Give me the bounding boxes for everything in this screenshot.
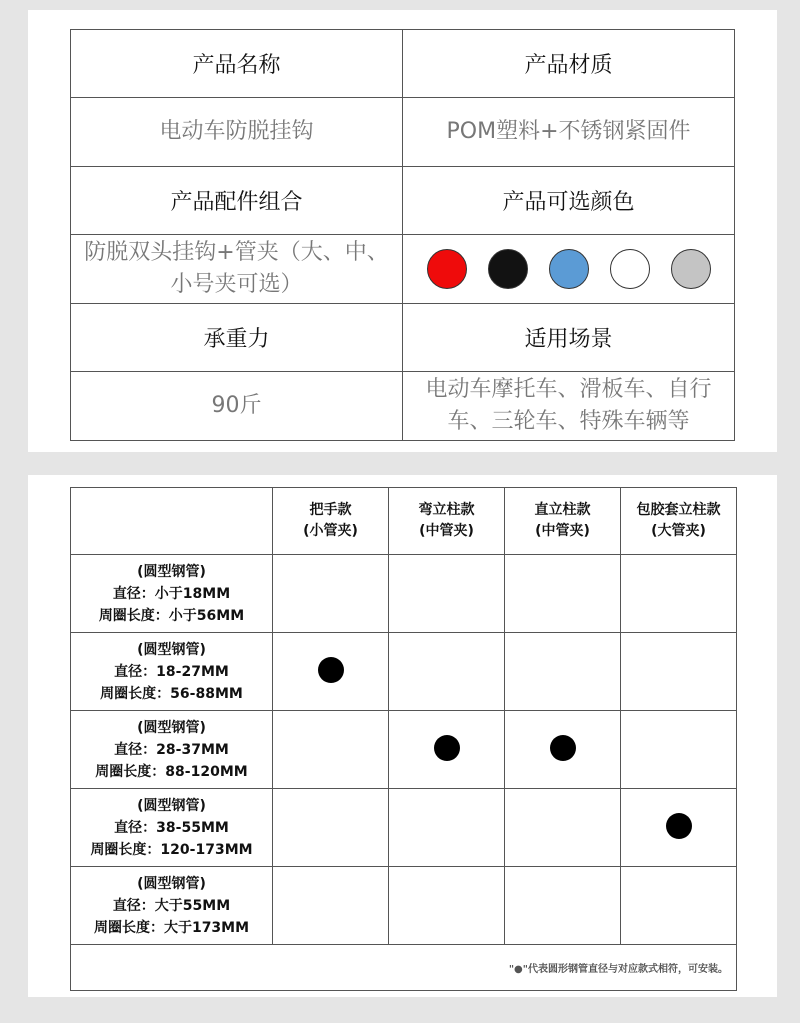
spec-row-header-3 — [71, 304, 735, 372]
compat-cell — [389, 867, 505, 945]
compat-cell — [621, 789, 737, 867]
compat-cell — [505, 555, 621, 633]
compat-cell — [389, 789, 505, 867]
pipe-type: (圆型钢管) — [137, 563, 206, 580]
pipe-spec-cell — [71, 789, 273, 867]
column-subtitle: (中管夹) — [419, 523, 474, 539]
compat-cell — [505, 633, 621, 711]
compat-column-header — [389, 488, 505, 555]
compat-cell — [273, 867, 389, 945]
compat-column-header — [621, 488, 737, 555]
load-value: 90斤 — [71, 372, 403, 441]
compat-cell — [389, 633, 505, 711]
column-title: 把手款 — [309, 502, 352, 518]
table-row — [71, 633, 737, 711]
compat-cell — [621, 711, 737, 789]
compat-cell — [621, 867, 737, 945]
pipe-spec-cell — [71, 867, 273, 945]
compatible-dot-icon — [318, 657, 344, 683]
compat-panel — [28, 475, 777, 997]
compatible-dot-icon — [434, 735, 460, 761]
color-swatch — [671, 249, 711, 289]
usage-value-line-1: 电动车摩托车、滑板车、自行 — [425, 377, 712, 402]
compat-cell — [621, 555, 737, 633]
compat-cell — [273, 555, 389, 633]
pipe-spec-cell — [71, 555, 273, 633]
compat-column-header — [505, 488, 621, 555]
table-row — [71, 711, 737, 789]
compat-cell — [273, 789, 389, 867]
accessory-value-line-1: 防脱双头挂钩+管夹（大、中、 — [84, 240, 389, 265]
usage-value — [403, 372, 735, 441]
column-subtitle: (大管夹) — [651, 523, 706, 539]
pipe-diameter: 直径：28-37MM — [114, 741, 229, 758]
compat-table — [70, 487, 737, 991]
compat-header-row — [71, 488, 737, 555]
spec-row-value-1 — [71, 98, 735, 167]
pipe-diameter: 直径：38-55MM — [114, 819, 229, 836]
column-title: 直立柱款 — [534, 502, 591, 518]
pipe-perimeter: 周圈长度：88-120MM — [95, 763, 248, 780]
pipe-type: (圆型钢管) — [137, 641, 206, 658]
compat-cell — [389, 711, 505, 789]
column-title: 包胶套立柱款 — [636, 502, 721, 518]
spec-row-header-1 — [71, 30, 735, 98]
pipe-perimeter: 周圈长度：小于56MM — [98, 607, 245, 624]
pipe-perimeter: 周圈长度：大于173MM — [93, 919, 250, 936]
compatible-dot-icon — [550, 735, 576, 761]
color-swatch — [427, 249, 467, 289]
color-label: 产品可选颜色 — [403, 167, 735, 235]
compat-cell — [505, 789, 621, 867]
material-value: POM塑料+不锈钢紧固件 — [403, 98, 735, 167]
compat-cell — [389, 555, 505, 633]
spec-panel — [28, 10, 777, 452]
compat-corner-cell — [71, 488, 273, 555]
pipe-diameter: 直径：小于18MM — [112, 585, 231, 602]
spec-table — [70, 29, 735, 441]
compat-cell — [273, 711, 389, 789]
pipe-diameter: 直径：大于55MM — [112, 897, 231, 914]
column-title: 弯立柱款 — [418, 502, 475, 518]
pipe-spec-cell — [71, 711, 273, 789]
accessory-label: 产品配件组合 — [71, 167, 403, 235]
color-options — [403, 235, 735, 304]
pipe-spec-cell — [71, 633, 273, 711]
column-subtitle: (小管夹) — [303, 523, 358, 539]
product-name-value: 电动车防脱挂钩 — [71, 98, 403, 167]
column-subtitle: (中管夹) — [535, 523, 590, 539]
compat-note-row — [71, 945, 737, 991]
material-label: 产品材质 — [403, 30, 735, 98]
spec-row-header-2 — [71, 167, 735, 235]
color-swatch — [549, 249, 589, 289]
pipe-diameter: 直径：18-27MM — [114, 663, 229, 680]
pipe-type: (圆型钢管) — [137, 719, 206, 736]
compatible-dot-icon — [666, 813, 692, 839]
table-row — [71, 789, 737, 867]
compat-cell — [621, 633, 737, 711]
color-swatch — [610, 249, 650, 289]
compat-cell — [273, 633, 389, 711]
pipe-perimeter: 周圈长度：56-88MM — [100, 685, 243, 702]
pipe-type: (圆型钢管) — [137, 875, 206, 892]
compat-note: "●"代表圆形钢管直径与对应款式相符，可安装。 — [71, 945, 737, 991]
color-swatch-list — [403, 249, 734, 289]
compat-cell — [505, 867, 621, 945]
usage-value-line-2: 车、三轮车、特殊车辆等 — [447, 409, 690, 434]
accessory-value — [71, 235, 403, 304]
pipe-perimeter: 周圈长度：120-173MM — [90, 841, 253, 858]
table-row — [71, 555, 737, 633]
spec-row-value-3 — [71, 372, 735, 441]
pipe-type: (圆型钢管) — [137, 797, 206, 814]
spec-row-value-2 — [71, 235, 735, 304]
table-row — [71, 867, 737, 945]
usage-label: 适用场景 — [403, 304, 735, 372]
product-name-label: 产品名称 — [71, 30, 403, 98]
compat-cell — [505, 711, 621, 789]
accessory-value-line-2: 小号夹可选） — [170, 272, 303, 297]
color-swatch — [488, 249, 528, 289]
compat-column-header — [273, 488, 389, 555]
load-label: 承重力 — [71, 304, 403, 372]
